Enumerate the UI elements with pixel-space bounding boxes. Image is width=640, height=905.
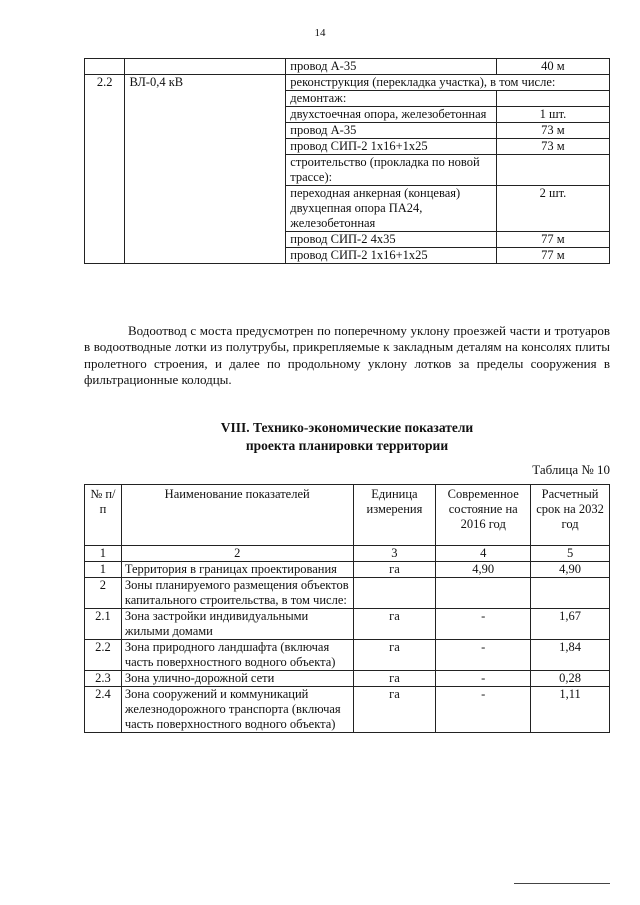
planned-value: 1,11 [531,687,610,733]
work-description: провод А-35 [286,123,497,139]
current-value: - [436,609,531,640]
current-value: - [436,671,531,687]
header-num: № п/п [85,485,122,546]
indicator-unit [353,578,436,609]
index-cell: 5 [531,546,610,562]
table-row [85,687,610,733]
work-quantity: 1 шт. [496,107,609,123]
table-row [85,562,610,578]
work-quantity [496,155,609,186]
planned-value: 1,67 [531,609,610,640]
object-name: ВЛ-0,4 кВ [125,75,286,264]
section-subheading: проекта планировки территории [245,438,449,453]
current-value: 4,90 [436,562,531,578]
header-name: Наименование показателей [121,485,353,546]
work-description: провод СИП-2 1х16+1х25 [286,248,497,264]
row-number: 1 [85,562,122,578]
indicator-unit: га [353,640,436,671]
work-description: двухстоечная опора, железобетонная [286,107,497,123]
work-quantity: 40 м [496,59,609,75]
work-quantity: 2 шт. [496,186,609,232]
planned-value: 4,90 [531,562,610,578]
table-caption: Таблица № 10 [532,462,610,477]
planned-value: 1,84 [531,640,610,671]
current-value [436,578,531,609]
object-name [125,59,286,75]
work-quantity: 73 м [496,123,609,139]
work-description: провод СИП-2 1х16+1х25 [286,139,497,155]
page-number: 14 [314,27,326,39]
drainage-paragraph: Водоотвод с моста предусмотрен по поперечному уклону проезжей части и тротуаров в водоотводные лотки из полутрубы, прикрепляемые к закладным деталям на консолях плиты пролетного строения, и далее по продольному уклону лотков за пределы сооружения в фильтрационные колодцы. [84,323,610,387]
index-cell: 1 [85,546,122,562]
indicator-unit: га [353,687,436,733]
header-unit: Единица измерения [353,485,436,546]
index-cell: 2 [121,546,353,562]
table-row [85,671,610,687]
indicator-name: Территория в границах проектирования [121,562,353,578]
section-heading: VIII. Технико-экономические показатели [220,420,474,435]
current-value: - [436,687,531,733]
row-number: 2 [85,578,122,609]
work-quantity: 77 м [496,248,609,264]
row-number: 2.1 [85,609,122,640]
work-description: провод А-35 [286,59,497,75]
row-number: 2.3 [85,671,122,687]
header-planned: Расчетный срок на 2032 год [531,485,610,546]
indicator-name: Зоны планируемого размещения объектов капитального строительства, в том числе: [121,578,353,609]
signature-line [514,883,610,884]
column-index-row [85,546,610,562]
work-description: провод СИП-2 4х35 [286,232,497,248]
indicator-unit: га [353,562,436,578]
indicator-unit: га [353,671,436,687]
row-number: 2.4 [85,687,122,733]
indicator-name: Зона застройки индивидуальными жилыми домами [121,609,353,640]
planned-value [531,578,610,609]
work-description: строительство (прокладка по новой трассе): [286,155,497,186]
table-row [85,609,610,640]
work-quantity: 73 м [496,139,609,155]
header-current: Современное состояние на 2016 год [436,485,531,546]
index-cell: 4 [436,546,531,562]
indicator-name: Зона улично-дорожной сети [121,671,353,687]
row-number [85,59,125,75]
indicators-table [84,484,610,733]
work-description: переходная анкерная (концевая) двухцепная опора ПА24, железобетонная [286,186,497,232]
indicator-unit: га [353,609,436,640]
row-number: 2.2 [85,640,122,671]
row-number: 2.2 [85,75,125,264]
work-quantity: 77 м [496,232,609,248]
table-row [85,75,610,91]
table-row [85,59,610,75]
planned-value: 0,28 [531,671,610,687]
work-description: демонтаж: [286,91,497,107]
table-row [85,640,610,671]
table-header-row [85,485,610,546]
indicator-name: Зона природного ландшафта (включая часть поверхностного водного объекта) [121,640,353,671]
power-line-works-table [84,58,610,264]
index-cell: 3 [353,546,436,562]
table-row [85,578,610,609]
current-value: - [436,640,531,671]
indicator-name: Зона сооружений и коммуникаций железнодорожного транспорта (включая часть поверхностного водного объекта) [121,687,353,733]
work-description: реконструкция (перекладка участка), в том числе: [286,75,610,91]
work-quantity [496,91,609,107]
